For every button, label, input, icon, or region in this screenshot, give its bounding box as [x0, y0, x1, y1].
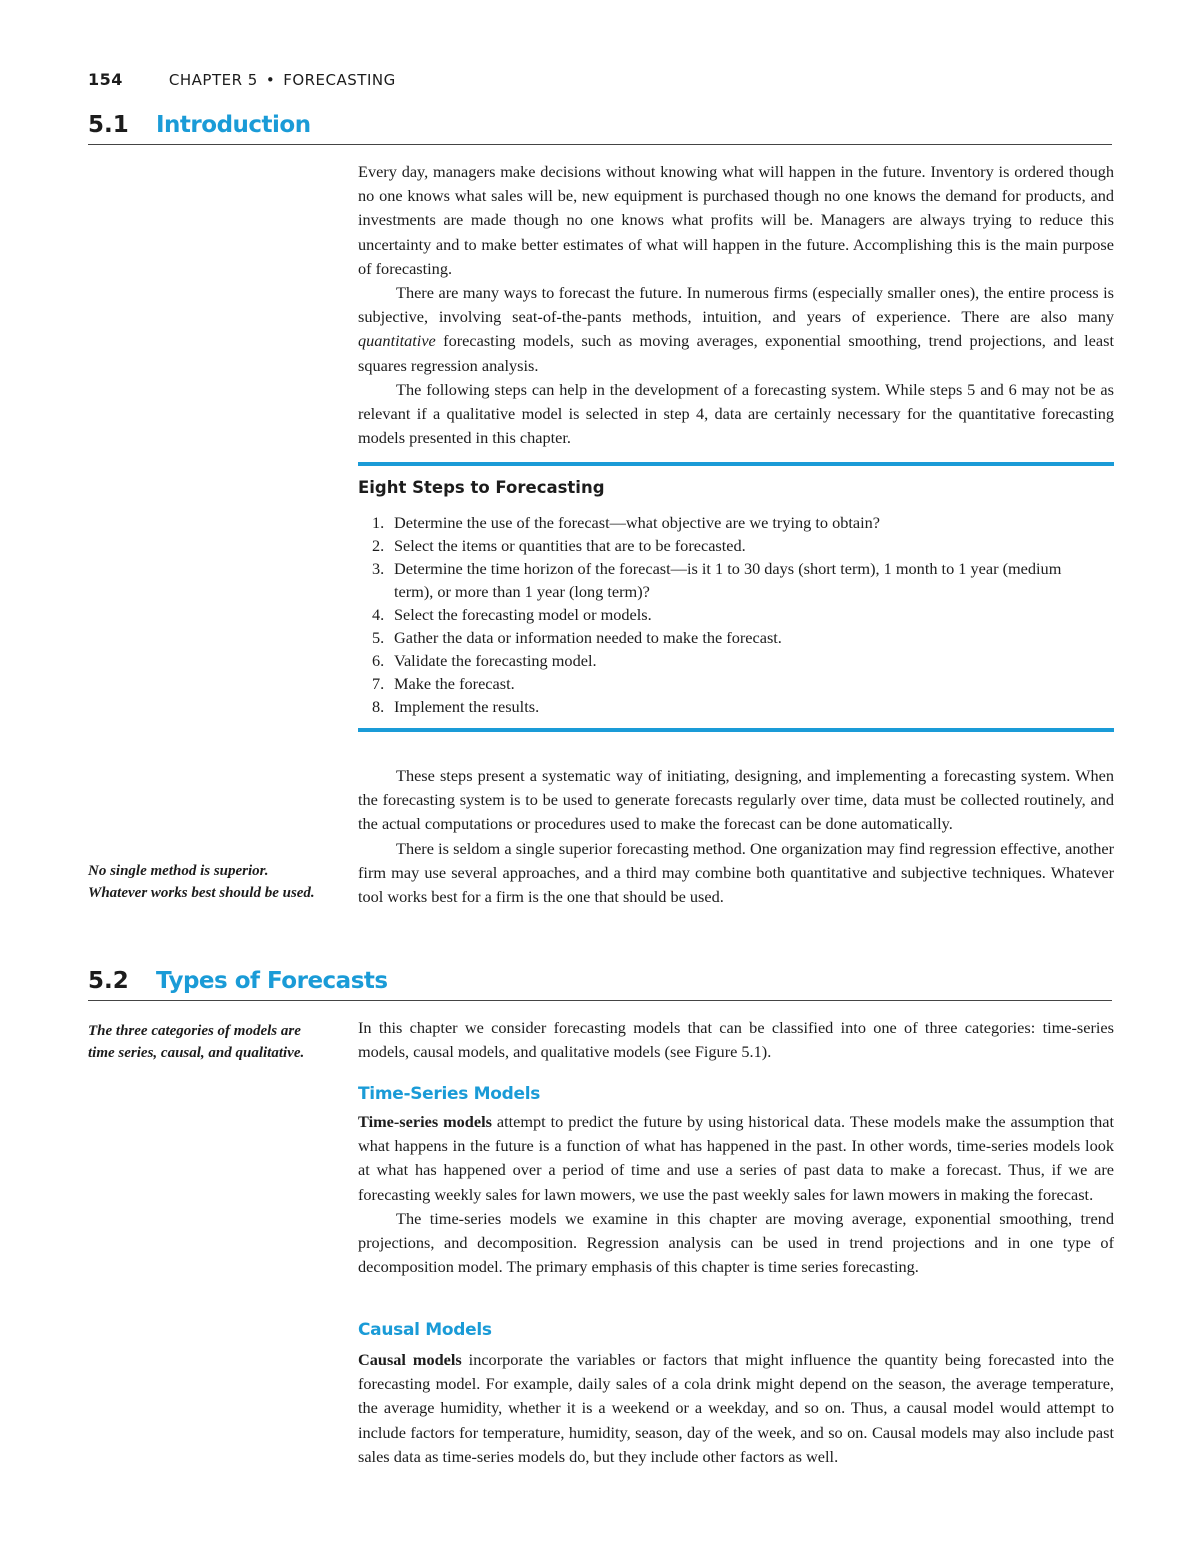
chapter-title: FORECASTING — [283, 71, 396, 89]
emphasis-quantitative: quantitative — [358, 331, 436, 351]
list-item: 3. Determine the time horizon of the forecast—is it 1 to 30 days (short term), 1 month to 1 year (medium term), or more than 1 year (long term)? — [372, 559, 1062, 601]
eight-steps-box — [358, 462, 1114, 732]
list-item: 2. Select the items or quantities that are to be forecasted. — [372, 536, 746, 555]
margin-note-no-single-method: No single method is superior. Whatever works best should be used. — [88, 863, 315, 901]
list-item: 5. Gather the data or information needed to make the forecast. — [372, 628, 782, 647]
running-head-bullet: • — [265, 71, 276, 89]
paragraph-causal: Causal models incorporate the variables or factors that might influence the quantity being forecasted into the forecasting model. For example, daily sales of a cola drink might depend on the season, the average temperature, the average humidity, whether it is a weekend or a weekday, and so on. Thus, a causal model would attempt to include factors for temperature, humidity, season, day of the week, and so on. Causal models may also include past sales data as time-series models do, but they include other factors as well. — [358, 1350, 1114, 1466]
intro-paragraph-3: The following steps can help in the development of a forecasting system. While steps 5 and 6 may not be as relevant if a qualitative model is selected in step 4, data are certainly necessary for the quantitative forecasting models presented in this chapter. — [358, 379, 1114, 448]
paragraph-time-series-2: The time-series models we examine in this chapter are moving average, exponential smoothing, trend projections, and decomposition. Regression analysis can be used in trend projections and in one type of decomposition model. The primary emphasis of this chapter is time series forecasting. — [358, 1208, 1114, 1277]
list-item: 1. Determine the use of the forecast—what objective are we trying to obtain? — [372, 513, 880, 532]
chapter-label: CHAPTER 5 — [168, 71, 258, 89]
intro-paragraph-2: There are many ways to forecast the future. In numerous firms (especially smaller ones), the entire process is subjective, involving seat-of-the-pants methods, intuition, and years of experience. There are also many quantitative forecasting models, such as moving averages, exponential smoothing, trend projections, and least squares regression analysis. — [358, 283, 1114, 375]
section-number: 5.1 — [88, 112, 129, 138]
steps-list — [358, 511, 1114, 718]
section-title: Types of Forecasts — [156, 968, 388, 994]
list-item: 6. Validate the forecasting model. — [372, 651, 597, 670]
box-title: Eight Steps to Forecasting — [358, 478, 605, 497]
intro-paragraph-1: Every day, managers make decisions without knowing what will happen in the future. Inventory is ordered though no one knows what sales will be, new equipment is purchased though no one knows the demand for products, and investments are made though no one knows what profits will be. Managers are always trying to reduce this uncertainty and to make better estimates of what will happen in the future. Accomplishing this is the main purpose of forecasting. — [358, 162, 1114, 278]
after-box-text — [358, 764, 1114, 909]
running-head — [88, 70, 396, 89]
section-heading-5-1 — [88, 112, 1112, 145]
paragraph-no-superior: There is seldom a single superior forecasting method. One organization may find regression effective, another firm may use several approaches, and a third may combine both quantitative and subjective techniques. Whatever tool works best for a firm is the one that should be used. — [358, 838, 1114, 907]
types-intro — [358, 1016, 1114, 1064]
paragraph-three-categories: In this chapter we consider forecasting models that can be classified into one of three categories: time-series models, causal models, and qualitative models (see Figure 5.1). — [358, 1018, 1114, 1062]
list-item: 4. Select the forecasting model or models. — [372, 605, 652, 624]
section-heading-5-2 — [88, 968, 1112, 1001]
intro-text — [358, 160, 1114, 450]
section-number: 5.2 — [88, 968, 129, 994]
list-item: 7. Make the forecast. — [372, 674, 515, 693]
term-time-series-models: Time-series models — [358, 1112, 492, 1131]
subheading-time-series: Time-Series Models — [358, 1084, 541, 1104]
list-item: 8. Implement the results. — [372, 697, 540, 716]
paragraph-time-series-1: Time-series models attempt to predict the future by using historical data. These models make the assumption that what happens in the future is a function of what has happened in the past. In other words, time-series models look at what has happened over a period of time and use a series of past data to make a forecast. Thus, if we are forecasting weekly sales for lawn mowers, we use the past weekly sales for lawn mowers in making the forecast. — [358, 1112, 1114, 1204]
section-title: Introduction — [156, 112, 311, 138]
causal-text — [358, 1348, 1114, 1469]
term-causal-models: Causal models — [358, 1350, 462, 1369]
subheading-causal: Causal Models — [358, 1320, 492, 1340]
page-number: 154 — [88, 70, 123, 89]
margin-note-three-categories: The three categories of models are time series, causal, and qualitative. — [88, 1023, 305, 1061]
paragraph-systematic: These steps present a systematic way of initiating, designing, and implementing a forecasting system. When the forecasting system is to be used to generate forecasts regularly over time, data must be collected routinely, and the actual computations or procedures used to make the forecast can be done automatically. — [358, 766, 1114, 834]
time-series-text — [358, 1110, 1114, 1279]
